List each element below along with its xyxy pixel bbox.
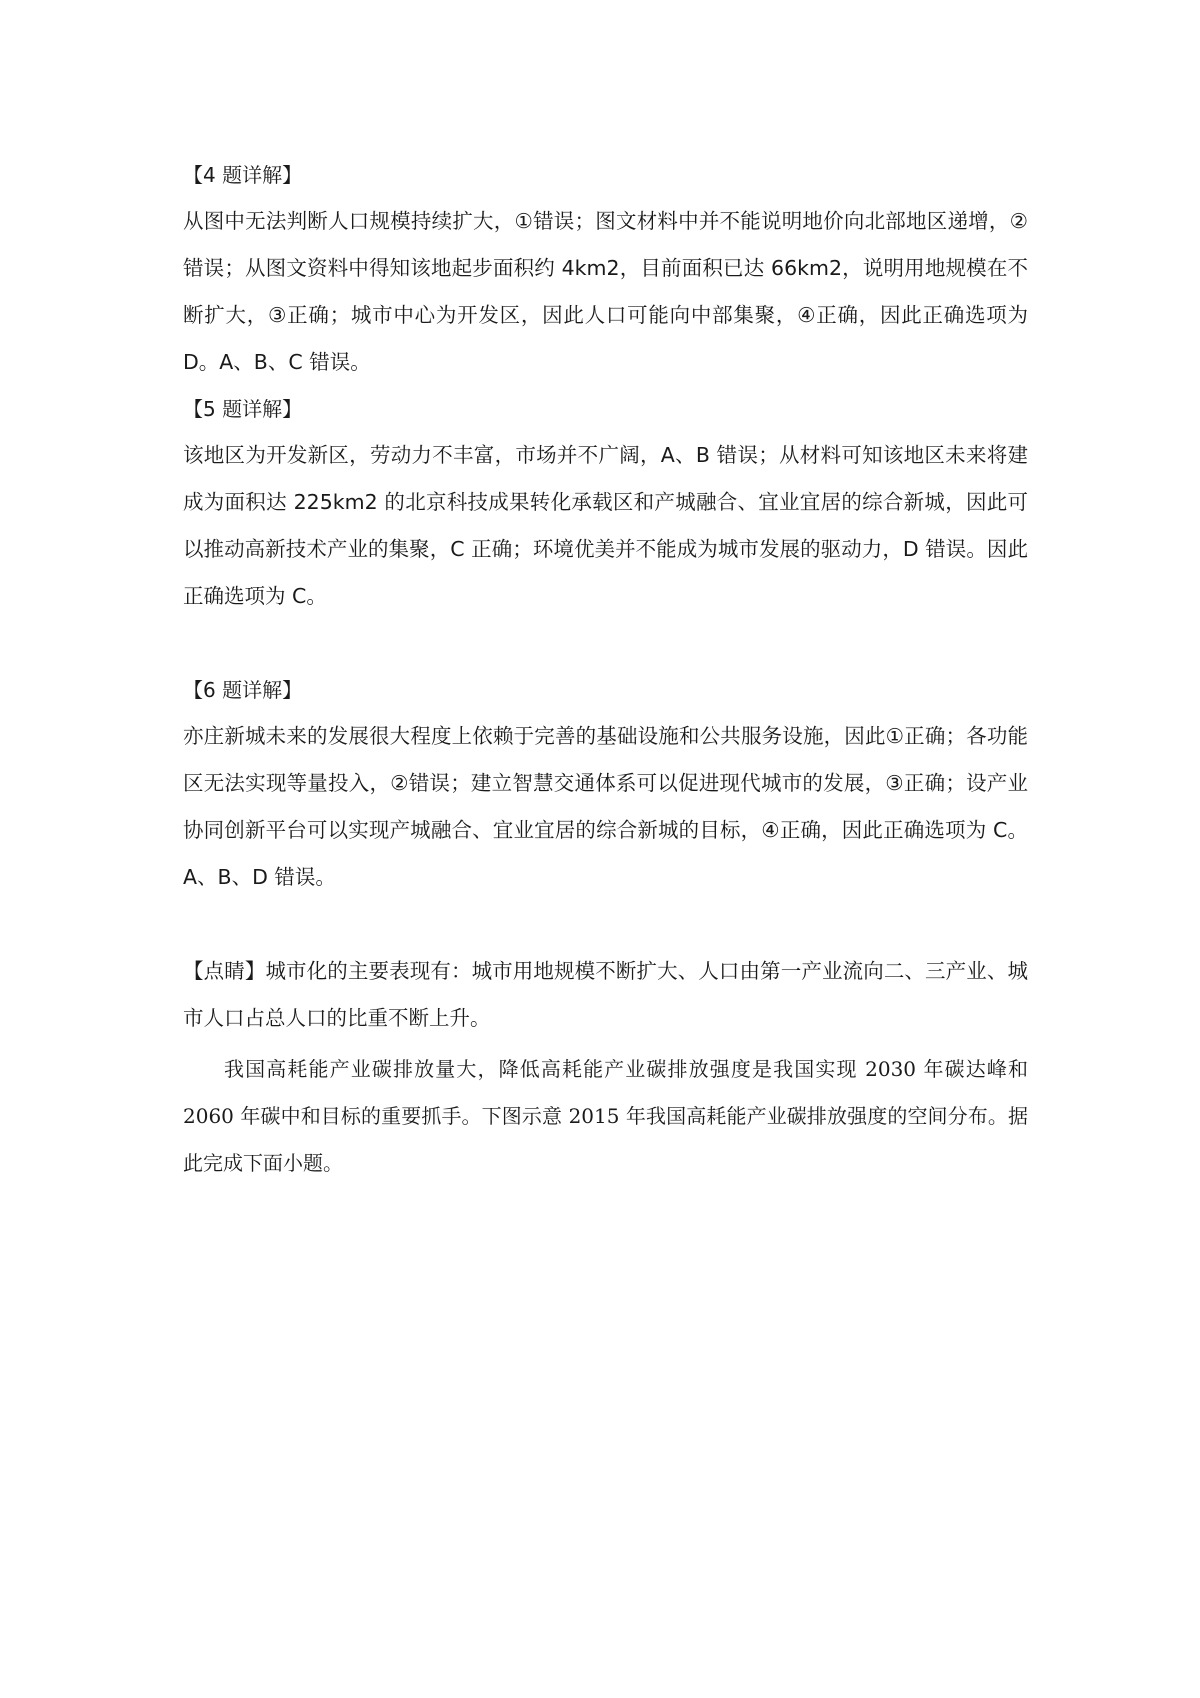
document-content <box>183 152 1028 1187</box>
q4-heading: 【4 题详解】 <box>183 163 303 187</box>
section-spacer <box>183 901 1028 948</box>
q6-heading: 【6 题详解】 <box>183 678 303 702</box>
dianjing-note: 【点睛】城市化的主要表现有：城市用地规模不断扩大、人口由第一产业流向二、三产业、城市人口占总人口的比重不断上升。 <box>183 959 1028 1030</box>
q4-explanation: 从图中无法判断人口规模持续扩大，①错误；图文材料中并不能说明地价向北部地区递增，②错误；从图文资料中得知该地起步面积约 4km2，目前面积已达 66km2，说明用地规模在不断扩大，③正确；城市中心为开发区，因此人口可能向中部集聚，④正确，因此正确选项为 D。A、B、C 错误。 <box>183 209 1028 374</box>
next-question-intro: 我国高耗能产业碳排放量大，降低高耗能产业碳排放强度是我国实现 2030 年碳达峰和 2060 年碳中和目标的重要抓手。下图示意 2015 年我国高耗能产业碳排放强度的空间分布。据此完成下面小题。 <box>183 1057 1028 1175</box>
q5-heading: 【5 题详解】 <box>183 397 303 421</box>
q5-explanation: 该地区为开发新区，劳动力不丰富，市场并不广阔，A、B 错误；从材料可知该地区未来将建成为面积达 225km2 的北京科技成果转化承载区和产城融合、宜业宜居的综合新城，因此可以推动高新技术产业的集聚，C 正确；环境优美并不能成为城市发展的驱动力，D 错误。因此正确选项为 C。 <box>183 443 1028 608</box>
q6-explanation: 亦庄新城未来的发展很大程度上依赖于完善的基础设施和公共服务设施，因此①正确；各功能区无法实现等量投入，②错误；建立智慧交通体系可以促进现代城市的发展，③正确；设产业协同创新平台可以实现产城融合、宜业宜居的综合新城的目标，④正确，因此正确选项为 C。A、B、D 错误。 <box>183 724 1028 889</box>
section-spacer <box>183 620 1028 667</box>
